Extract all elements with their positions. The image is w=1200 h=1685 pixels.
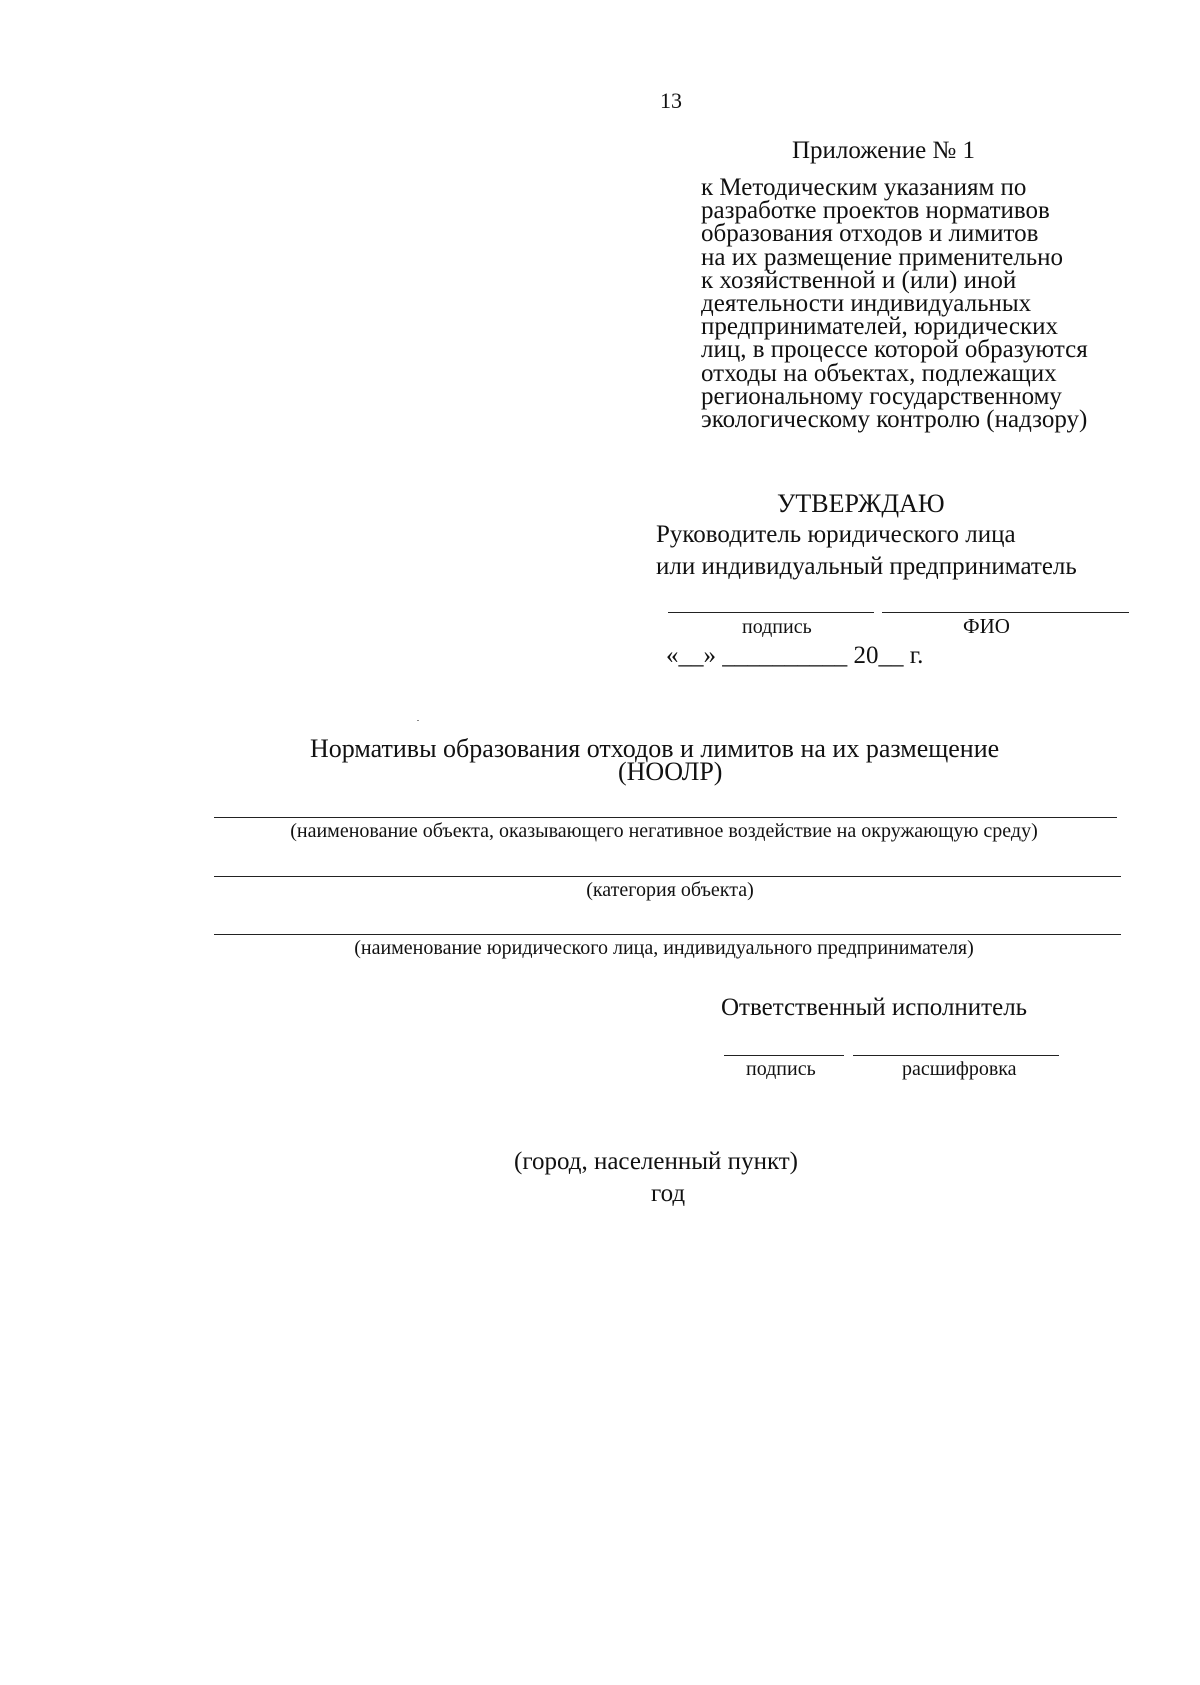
executor-title: Ответственный исполнитель [721, 994, 1028, 1021]
object-name-caption: (наименование объекта, оказывающего негативное воздействие на окружающую среду) [290, 820, 1038, 842]
city-placeholder: (город, населенный пункт) [514, 1148, 799, 1175]
entity-name-caption: (наименование юридического лица, индивидуального предпринимателя) [354, 937, 974, 959]
appendix-reference-line: к хозяйственной и (или) иной [701, 266, 1017, 294]
appendix-reference-line: предпринимателей, юридических [701, 313, 1059, 341]
approval-signature-line [668, 612, 874, 613]
executor-signature-caption: подпись [746, 1058, 816, 1080]
object-category-caption: (категория объекта) [586, 879, 754, 901]
approval-date-template: «__» __________ 20__ г. [666, 642, 924, 669]
appendix-title: Приложение № 1 [792, 137, 976, 164]
executor-decode-caption: расшифровка [902, 1058, 1017, 1080]
appendix-reference-line: экологическому контролю (надзору) [701, 406, 1088, 434]
appendix-reference-line: разработке проектов нормативов [701, 197, 1050, 225]
document-abbreviation: (НООЛР) [618, 757, 723, 786]
page-number: 13 [660, 88, 682, 113]
appendix-reference-line: отходы на объектах, подлежащих [701, 359, 1057, 387]
year-placeholder: год [651, 1180, 686, 1207]
approval-position-line: или индивидуальный предприниматель [656, 553, 1077, 580]
appendix-reference [701, 174, 1141, 434]
appendix-reference-line: лиц, в процессе которой образуются [701, 336, 1088, 364]
appendix-reference-line: региональному государственному [701, 382, 1062, 410]
entity-name-line [214, 934, 1121, 935]
object-name-line [214, 817, 1117, 818]
appendix-reference-line: деятельности индивидуальных [701, 290, 1032, 318]
approval-position-line: Руководитель юридического лица [656, 521, 1016, 548]
appendix-reference-line: к Методическим указаниям по [701, 174, 1027, 201]
object-category-line [214, 876, 1121, 877]
appendix-reference-line: на их размещение применительно [701, 243, 1064, 271]
approval-fio-line [882, 612, 1129, 613]
executor-decode-line [853, 1055, 1059, 1056]
scan-speck [417, 720, 419, 721]
appendix-reference-line: образования отходов и лимитов [701, 220, 1039, 248]
approval-fio-caption: ФИО [963, 614, 1010, 638]
approval-title: УТВЕРЖДАЮ [777, 489, 945, 518]
document-title: Нормативы образования отходов и лимитов на их размещение [310, 734, 1000, 763]
executor-signature-line [724, 1055, 844, 1056]
approval-signature-caption: подпись [742, 616, 812, 638]
